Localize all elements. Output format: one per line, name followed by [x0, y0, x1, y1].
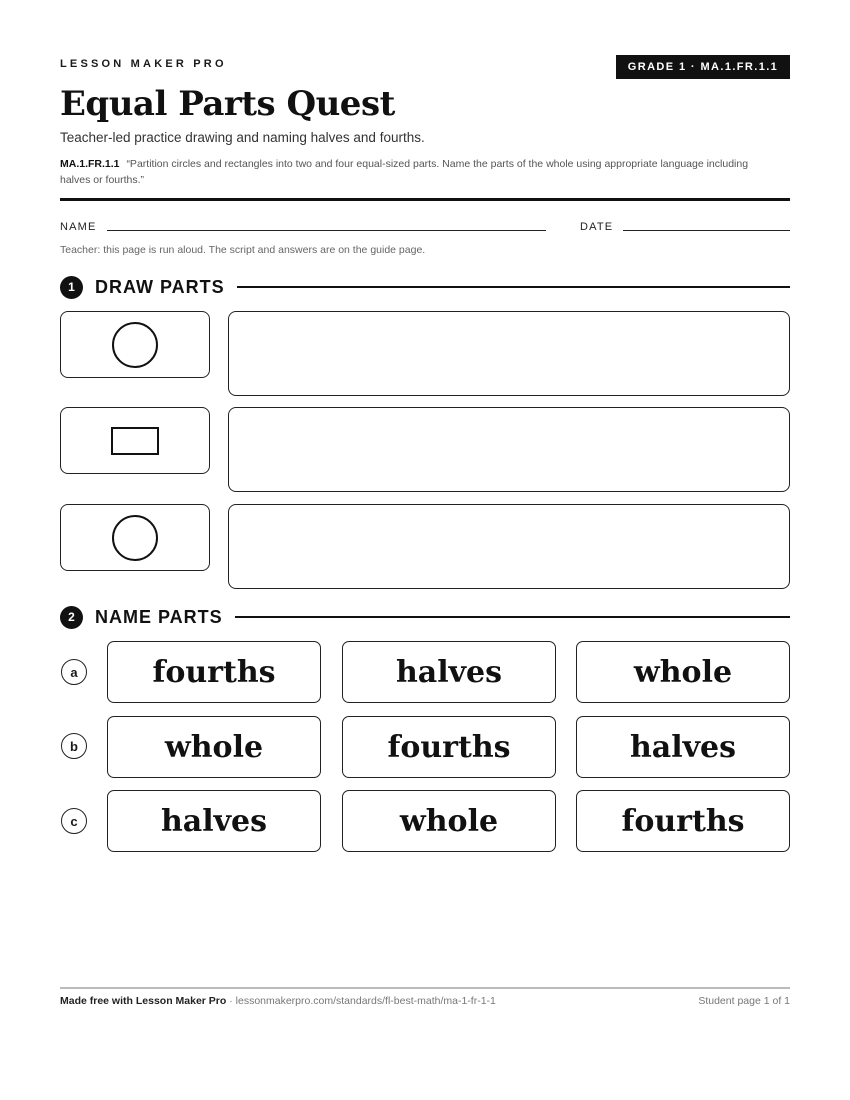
word-choice-card[interactable]: fourths: [342, 716, 556, 778]
footer-page-number: Student page 1 of 1: [698, 995, 790, 1007]
word-choice-card[interactable]: whole: [107, 716, 321, 778]
shape-card: [60, 407, 210, 474]
word-choice-card[interactable]: halves: [576, 716, 790, 778]
row-letter: c: [61, 808, 87, 834]
section-number: 2: [60, 606, 83, 629]
section-number: 1: [60, 276, 83, 299]
standard-description: [60, 156, 780, 188]
shape-card: [60, 504, 210, 571]
date-field[interactable]: [623, 230, 790, 231]
section-name-parts-header: [60, 605, 790, 629]
section-divider: [237, 286, 790, 288]
name-label: NAME: [60, 221, 97, 233]
section-divider: [235, 616, 790, 618]
grade-badge: GRADE 1 · MA.1.FR.1.1: [616, 55, 790, 79]
footer-url[interactable]: · lessonmakerpro.com/standards/fl-best-math/ma-1-fr-1-1: [226, 995, 496, 1007]
row-letter: b: [61, 733, 87, 759]
drawing-area[interactable]: [228, 407, 790, 492]
word-choice-card[interactable]: whole: [342, 790, 556, 852]
page-subtitle: Teacher-led practice drawing and naming halves and fourths.: [60, 130, 425, 145]
brand-name: LESSON MAKER PRO: [60, 58, 227, 70]
section-draw-parts-header: [60, 275, 790, 299]
word-choice-card[interactable]: halves: [107, 790, 321, 852]
header-divider: [60, 198, 790, 201]
date-label: DATE: [580, 221, 614, 233]
shape-card: [60, 311, 210, 378]
word-choice-card[interactable]: fourths: [107, 641, 321, 703]
section-title: DRAW PARTS: [95, 276, 225, 297]
standard-code: MA.1.FR.1.1: [60, 158, 120, 170]
word-choice-card[interactable]: fourths: [576, 790, 790, 852]
drawing-area[interactable]: [228, 311, 790, 396]
circle-shape-icon: [112, 515, 158, 561]
circle-shape-icon: [112, 322, 158, 368]
drawing-area[interactable]: [228, 504, 790, 589]
rectangle-shape-icon: [111, 427, 159, 455]
row-letter: a: [61, 659, 87, 685]
footer-made-with: Made free with Lesson Maker Pro: [60, 995, 227, 1007]
teacher-note: Teacher: this page is run aloud. The script and answers are on the guide page.: [60, 244, 426, 256]
name-field[interactable]: [107, 230, 546, 231]
word-choice-card[interactable]: halves: [342, 641, 556, 703]
standard-text: “Partition circles and rectangles into two and four equal-sized parts. Name the parts of the whole using appropriate language including halves or fourths.”: [60, 158, 749, 186]
footer-divider: [60, 987, 790, 989]
page-title: Equal Parts Quest: [60, 84, 395, 124]
footer-credit: [60, 995, 496, 1007]
section-title: NAME PARTS: [95, 606, 223, 627]
word-choice-card[interactable]: whole: [576, 641, 790, 703]
